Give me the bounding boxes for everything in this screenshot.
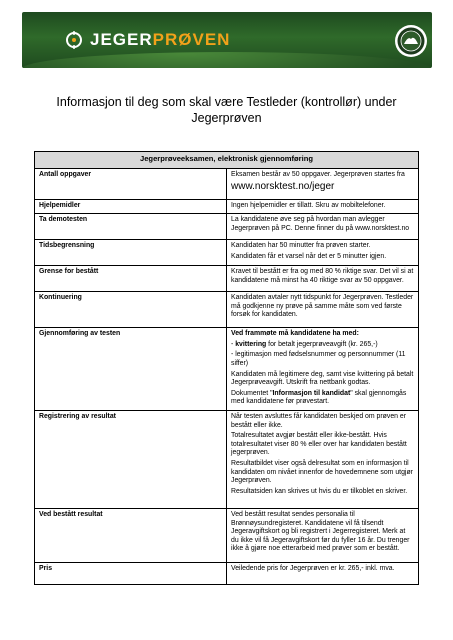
row-label: Ved bestått resultat [35,508,227,562]
table-row [35,199,419,214]
brand-part2: PRØVEN [152,30,231,49]
requirement-item: - legitimasjon med fødselsnummer og personnummer (11 siffer) [231,351,406,367]
row-label: Kontinuering [35,292,227,328]
row-text: Kandidaten avtaler nytt tidspunkt for Jegerprøven. Testleder må godkjenne ny prøve på samme måte som ved første forsøk for kandidaten. [231,294,414,319]
row-text: Kandidaten får et varsel når det er 5 minutter igjen. [231,252,387,260]
row-text: Kandidaten har 50 minutter fra prøven starter. [231,242,371,250]
row-text [231,390,414,407]
crosshair-logo-icon [64,30,84,50]
table-row [35,168,419,199]
row-text: for betalt jegerprøveavgift (kr. 265,-) [266,340,378,348]
row-value [227,199,419,214]
row-text: Når testen avsluttes får kandidaten beskjed om prøven er bestått eller ikke. [231,412,407,429]
row-text: Ved bestått resultat sendes personalia til Brønnøysundregisteret. Kandidatene vil få tilsendt Jegeravgiftskort og bli registrert i Jegerregisteret. Merk at du ikke vil få Jegeravgiftskort før du fyller 16 år. Du trenger ikke å gjøre noe etterarbeid med prøver som er bestått. [231,510,410,553]
row-label: Ta demotesten [35,214,227,240]
row-text: Resultatbildet viser også delresultat som en informasjon til kandidaten om nivået innenfor de hovedemnene som utgjør Jegerprøven. [231,459,413,485]
row-value [227,328,419,411]
row-value [227,292,419,328]
row-label: Antall oppgaver [35,168,227,199]
header-banner [22,12,432,68]
document-name: Informasjon til kandidat [272,389,351,397]
row-label: Gjennomføring av testen [35,328,227,411]
row-label: Grense for bestått [35,266,227,292]
row-text: Kandidaten må legitimere deg, samt vise kvittering på betalt Jegerprøveavgift. Utskrift fra nettbank godtas. [231,370,414,387]
title-line-1: Informasjon til deg som skal være Testleder (kontrollør) under [56,95,397,109]
row-value [227,410,419,508]
requirement-item [231,341,414,350]
row-label: Pris [35,562,227,584]
table-row [35,214,419,240]
row-text: La kandidatene øve seg på hvordan man avlegger Jegerprøven på PC. Denne finner du på www.norsktest.no [231,216,410,232]
brand-part1: JEGER [90,30,153,49]
brand-logo [90,30,230,50]
table-row [35,410,419,508]
info-table [34,151,419,585]
page-title [40,94,413,126]
row-value [227,168,419,199]
row-text: Totalresultatet avgjør bestått eller ikke-bestått. Hvis totalresultatet viser 80 % eller over har kandidaten bestått jegerprøven. [231,432,407,457]
row-value [227,214,419,240]
row-label: Hjelpemidler [35,199,227,214]
doc-post: " skal gjennomgås med kandidatene før prøvestart. [231,389,407,406]
jeger-url: www.norsktest.no/jeger [231,181,335,193]
row-text: Ingen hjelpemidler er tillatt. Skru av mobiltelefoner. [231,201,386,209]
row-label: Tidsbegrensning [35,240,227,266]
doc-pre: Dokumentet " [231,389,273,397]
row-value [227,240,419,266]
emblem-seal-icon [394,24,428,58]
row-text: Ved frammøte må kandidatene ha med: [231,330,359,338]
table-heading: Jegerprøveeksamen, elektronisk gjennomføring [35,152,419,169]
title-line-2: Jegerprøven [191,111,262,125]
table-row [35,508,419,562]
table-row [35,292,419,328]
table-row [35,266,419,292]
row-value [227,266,419,292]
row-text: Resultatsiden kan skrives ut hvis du er tilkoblet en skriver. [231,487,408,495]
bold-term: kvittering [235,340,267,348]
bullet-dash: - [231,340,236,348]
row-value [227,508,419,562]
row-text: Eksamen består av 50 oppgaver. Jegerprøven startes fra [231,170,405,178]
table-header-row [35,152,419,169]
row-label: Registrering av resultat [35,410,227,508]
row-value [227,562,419,584]
table-row [35,562,419,584]
table-row [35,328,419,411]
table-row [35,240,419,266]
row-text: Kravet til bestått er fra og med 80 % riktige svar. Det vil si at kandidatene må minst ha 40 riktige svar av 50 oppgaver. [231,268,414,284]
banner-landscape [22,52,432,68]
row-text: Veiledende pris for Jegerprøven er kr. 265,- inkl. mva. [231,564,395,572]
